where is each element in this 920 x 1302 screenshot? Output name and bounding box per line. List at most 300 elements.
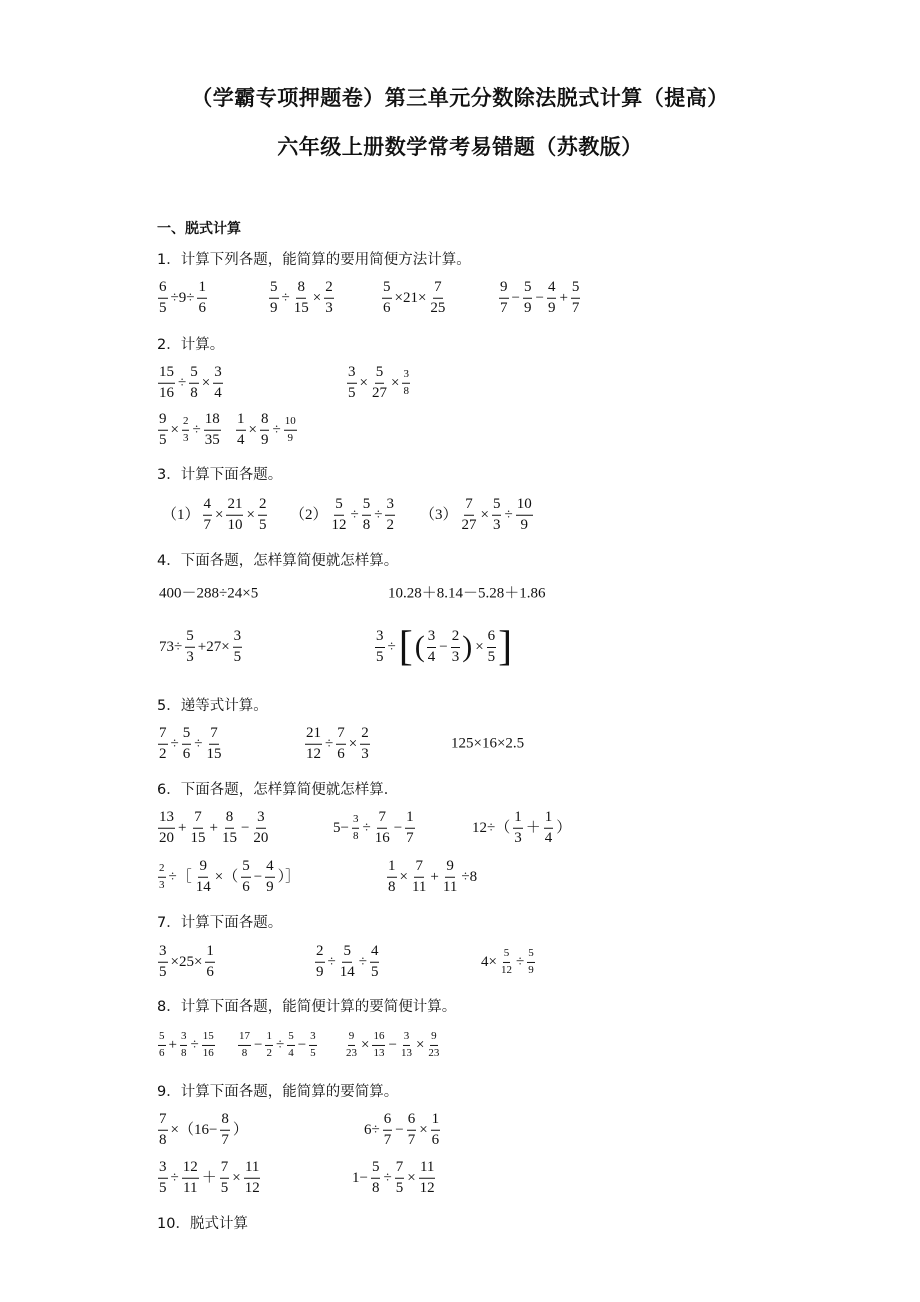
- expression-q7: [157, 944, 216, 981]
- expression-q6: [470, 810, 573, 847]
- question-8-label: 8．计算下面各题，能简便计算的要简便计算。: [157, 999, 457, 1015]
- numerator: 5: [371, 1160, 381, 1179]
- operator-text: ＋: [201, 1169, 217, 1186]
- operator-text: ×: [480, 506, 489, 523]
- numerator: 7: [209, 726, 219, 745]
- operator-text: 400－288÷24×5: [159, 585, 259, 602]
- numerator: 5: [182, 726, 192, 745]
- numerator: 11: [244, 1160, 260, 1179]
- denominator: 12: [419, 1179, 435, 1196]
- fraction: [461, 497, 478, 534]
- numerator: 5: [189, 365, 199, 384]
- section-heading: 一、脱式计算: [157, 221, 241, 237]
- expression-q3: [160, 497, 268, 534]
- fraction: [244, 1160, 261, 1197]
- fraction: [324, 280, 334, 317]
- numerator: 4: [370, 944, 380, 963]
- fraction: [265, 859, 275, 896]
- fraction: [226, 497, 243, 534]
- denominator: 5: [159, 299, 167, 316]
- denominator: 8: [241, 1046, 248, 1059]
- fraction: [220, 1160, 230, 1197]
- fraction: [516, 497, 533, 534]
- fraction: [331, 497, 348, 534]
- numerator: 3: [256, 810, 266, 829]
- expression-q4: [157, 629, 243, 666]
- expression-q3: [288, 497, 396, 534]
- fraction: [158, 365, 175, 402]
- numerator: 3: [427, 629, 437, 648]
- numerator: 3: [403, 1031, 411, 1046]
- operator-text: ÷: [178, 374, 187, 391]
- fraction: [260, 412, 270, 449]
- numerator: 1: [431, 1112, 441, 1131]
- operator-text: ×: [170, 421, 179, 438]
- numerator: 2: [451, 629, 461, 648]
- numerator: 3: [233, 629, 243, 648]
- denominator: 15: [206, 745, 222, 762]
- expression-q2: [346, 365, 411, 402]
- operator-text: −: [388, 1036, 397, 1053]
- denominator: 6: [337, 745, 345, 762]
- denominator: 5: [159, 963, 167, 980]
- denominator: 15: [293, 299, 309, 316]
- denominator: 12: [244, 1179, 260, 1196]
- fraction: [158, 863, 166, 891]
- fraction: [182, 726, 192, 763]
- denominator: 11: [183, 1179, 198, 1196]
- expression-q8: [344, 1031, 441, 1059]
- denominator: 7: [500, 299, 508, 316]
- denominator: 8: [371, 1179, 380, 1196]
- numerator: 11: [419, 1160, 435, 1179]
- numerator: 18: [204, 412, 221, 431]
- numerator: 5: [269, 280, 279, 299]
- denominator: 3: [325, 299, 333, 316]
- denominator: 25: [430, 299, 446, 316]
- denominator: 8: [159, 1131, 167, 1148]
- denominator: 20: [253, 829, 269, 846]
- fraction: [370, 944, 380, 981]
- numerator: 9: [445, 859, 455, 878]
- denominator: 2: [386, 516, 394, 533]
- fraction: [451, 629, 461, 666]
- denominator: 5: [159, 1179, 167, 1196]
- fraction: [252, 810, 269, 847]
- page-title-line-1: （学霸专项押题卷）第三单元分数除法脱式计算（提高）: [191, 86, 729, 110]
- expression-q1: [381, 280, 447, 317]
- operator-text: −: [395, 1121, 404, 1138]
- denominator: 6: [182, 745, 191, 762]
- numerator: 9: [499, 280, 509, 299]
- operator-text: ÷: [362, 819, 371, 836]
- denominator: 4: [427, 648, 436, 665]
- fraction: [513, 810, 523, 847]
- operator-text: ÷: [170, 1169, 179, 1186]
- fraction: [180, 1031, 188, 1059]
- operator-text: +: [209, 819, 218, 836]
- operator-text: −: [439, 638, 448, 655]
- operator-text: ×（: [214, 868, 239, 885]
- numerator: 2: [158, 863, 166, 878]
- numerator: 5: [523, 280, 533, 299]
- numerator: 7: [220, 1160, 230, 1179]
- operator-text: ×: [475, 638, 484, 655]
- denominator: 4: [214, 384, 222, 401]
- denominator: 8: [403, 384, 409, 397]
- operator-text: ×: [419, 1121, 428, 1138]
- numerator: 8: [296, 280, 306, 299]
- operator-text: ÷: [170, 735, 179, 752]
- numerator: 5: [527, 948, 535, 963]
- fraction: [197, 280, 207, 317]
- numerator: 3: [158, 1160, 168, 1179]
- numerator: 5: [375, 365, 385, 384]
- denominator: 5: [258, 516, 267, 533]
- operator-text: ÷: [358, 953, 367, 970]
- fraction: [400, 1031, 413, 1059]
- numerator: 5: [241, 859, 251, 878]
- denominator: 16: [159, 384, 174, 401]
- fraction: [258, 497, 268, 534]
- fraction: [158, 810, 175, 847]
- numerator: 9: [198, 859, 208, 878]
- expression-q8: [237, 1031, 318, 1059]
- numerator: 13: [158, 810, 175, 829]
- operator-text: ×: [232, 1169, 241, 1186]
- numerator: 6: [487, 629, 497, 648]
- operator-text: −: [393, 819, 403, 836]
- operator-text: ÷: [272, 421, 281, 438]
- operator-text: ÷9÷: [170, 289, 195, 306]
- fraction: [382, 280, 392, 317]
- numerator: 9: [430, 1031, 438, 1046]
- numerator: 5: [503, 948, 511, 963]
- fraction: [427, 629, 437, 666]
- numerator: 3: [309, 1031, 317, 1046]
- operator-text: −: [253, 868, 263, 885]
- fraction: [182, 1160, 199, 1197]
- numerator: 17: [238, 1031, 251, 1046]
- fraction: [385, 497, 395, 534]
- denominator: 23: [428, 1046, 440, 1059]
- denominator: 35: [204, 431, 220, 448]
- fraction: [411, 859, 427, 896]
- question-6-label: 6．下面各题，怎样算简便就怎样算．: [157, 782, 399, 798]
- fraction: [189, 365, 199, 402]
- fraction: [527, 948, 535, 976]
- numerator: 3: [213, 365, 223, 384]
- numerator: 7: [377, 810, 387, 829]
- operator-text: ÷: [515, 953, 525, 970]
- operator-text: ×: [407, 1169, 416, 1186]
- denominator: 6: [431, 1131, 440, 1148]
- operator-text: ×: [361, 1036, 370, 1053]
- numerator: 8: [225, 810, 235, 829]
- operator-text: ÷: [194, 735, 203, 752]
- denominator: 5: [310, 1046, 316, 1059]
- operator-text: ×: [348, 735, 358, 752]
- expression-q2: [157, 412, 222, 449]
- operator-text: ×（16−: [170, 1121, 218, 1138]
- denominator: 3: [361, 745, 369, 762]
- denominator: 16: [202, 1046, 214, 1059]
- numerator: 7: [158, 1112, 168, 1131]
- expression-q6: [157, 810, 270, 847]
- fraction: [205, 726, 222, 763]
- fraction: [442, 859, 458, 896]
- numerator: 1: [236, 412, 246, 431]
- numerator: 5: [342, 944, 352, 963]
- fraction: [431, 1112, 441, 1149]
- denominator: 7: [407, 1131, 416, 1148]
- bracket: [: [398, 624, 413, 670]
- fraction: [339, 944, 356, 981]
- operator-text: ×: [359, 374, 368, 391]
- fraction: [182, 416, 190, 444]
- question-1-label: 1．计算下列各题，能简算的要用简便方法计算。: [157, 252, 471, 268]
- denominator: 5: [159, 431, 167, 448]
- operator-text: ＋: [525, 819, 541, 836]
- operator-text: 73÷: [159, 638, 183, 655]
- fraction: [375, 629, 385, 666]
- denominator: 9: [316, 963, 324, 980]
- numerator: 5: [158, 1031, 166, 1046]
- numerator: 2: [324, 280, 334, 299]
- fraction: [500, 948, 513, 976]
- numerator: 9: [158, 412, 168, 431]
- denominator: 2: [266, 1046, 272, 1059]
- denominator: 5: [348, 384, 356, 401]
- denominator: 7: [406, 829, 414, 846]
- fraction: [287, 1031, 295, 1059]
- fraction: [345, 1031, 358, 1059]
- expression-q5: [157, 726, 223, 763]
- denominator: 8: [388, 878, 396, 895]
- operator-text: ÷: [374, 506, 383, 523]
- denominator: 13: [400, 1046, 412, 1059]
- operator-text: +: [430, 868, 439, 885]
- denominator: 13: [373, 1046, 385, 1059]
- numerator: 7: [395, 1160, 405, 1179]
- numerator: 5: [334, 497, 344, 516]
- numerator: 3: [347, 365, 357, 384]
- operator-text: ×25×: [170, 953, 203, 970]
- fraction: [158, 726, 168, 763]
- expression-q9: [362, 1112, 441, 1149]
- denominator: 12: [331, 516, 347, 533]
- numerator: 10: [284, 416, 297, 431]
- fraction: [158, 412, 168, 449]
- operator-text: −: [535, 289, 544, 306]
- expression-q2: [157, 365, 224, 402]
- operator-text: ÷: [190, 1036, 199, 1053]
- numerator: 6: [158, 280, 168, 299]
- question-7-label: 7．计算下面各题。: [157, 915, 283, 931]
- denominator: 7: [571, 299, 580, 316]
- operator-text: −: [511, 289, 520, 306]
- question-5-label: 5．递等式计算。: [157, 698, 268, 714]
- numerator: 5: [382, 280, 392, 299]
- numerator: 3: [158, 944, 168, 963]
- numerator: 9: [348, 1031, 356, 1046]
- fraction: [158, 944, 168, 981]
- numerator: 3: [385, 497, 395, 516]
- fraction: [407, 1112, 417, 1149]
- fraction: [205, 944, 215, 981]
- numerator: 1: [387, 859, 397, 878]
- denominator: 7: [383, 1131, 392, 1148]
- fraction: [189, 810, 206, 847]
- expression-q4: [386, 587, 548, 602]
- operator-text: 125×16×2.5: [451, 735, 525, 752]
- denominator: 2: [159, 745, 167, 762]
- denominator: 11: [411, 878, 427, 895]
- numerator: 1: [544, 810, 554, 829]
- expression-q7: [479, 948, 536, 976]
- operator-text: 1−: [352, 1169, 368, 1186]
- question-3-label: 3．计算下面各题。: [157, 467, 283, 483]
- operator-text: ）: [232, 1121, 248, 1138]
- numerator: 4: [547, 280, 557, 299]
- operator-text: ×: [248, 421, 257, 438]
- numerator: 1: [405, 810, 415, 829]
- fraction: [544, 810, 554, 847]
- numerator: 7: [464, 497, 474, 516]
- operator-text: 6÷: [364, 1121, 380, 1138]
- fraction: [336, 726, 346, 763]
- expression-q5: [449, 737, 526, 752]
- bracket: ]: [498, 624, 513, 670]
- operator-text: ×: [201, 374, 211, 391]
- denominator: 9: [260, 431, 269, 448]
- fraction: [221, 810, 238, 847]
- denominator: 6: [206, 963, 214, 980]
- fraction: [429, 280, 446, 317]
- denominator: 4: [237, 431, 245, 448]
- expression-q9: [157, 1112, 250, 1149]
- numerator: 1: [513, 810, 523, 829]
- numerator: 6: [407, 1112, 417, 1131]
- fraction: [158, 1160, 168, 1197]
- numerator: 2: [360, 726, 370, 745]
- operator-text: ÷［: [168, 868, 192, 885]
- fraction: [315, 944, 325, 981]
- parenthesis: (: [414, 630, 425, 663]
- denominator: 9: [520, 516, 528, 533]
- operator-text: ×: [399, 868, 408, 885]
- denominator: 9: [287, 431, 293, 444]
- operator-text: ）］: [277, 868, 301, 885]
- fraction: [305, 726, 322, 763]
- operator-text: ÷: [327, 953, 336, 970]
- numerator: 21: [305, 726, 322, 745]
- denominator: 27: [371, 384, 387, 401]
- operator-text: ×: [215, 506, 224, 523]
- numerator: 3: [180, 1031, 188, 1046]
- numerator: 15: [158, 365, 175, 384]
- operator-text: ×: [415, 1036, 425, 1053]
- denominator: 4: [544, 829, 553, 846]
- operator-text: +: [178, 819, 187, 836]
- denominator: 11: [442, 878, 458, 895]
- numerator: 16: [372, 1031, 385, 1046]
- denominator: 3: [182, 431, 189, 444]
- numerator: 5: [362, 497, 372, 516]
- expression-q1: [268, 280, 335, 317]
- denominator: 5: [233, 648, 242, 665]
- fraction: [492, 497, 502, 534]
- fraction: [195, 859, 212, 896]
- operator-text: 10.28＋8.14－5.28＋1.86: [388, 585, 546, 602]
- denominator: 6: [242, 878, 250, 895]
- denominator: 3: [451, 648, 460, 665]
- denominator: 8: [180, 1046, 187, 1059]
- fraction: [284, 416, 297, 444]
- denominator: 14: [339, 963, 355, 980]
- fraction: [158, 1031, 166, 1059]
- operator-text: （2）: [290, 506, 328, 523]
- denominator: 9: [523, 299, 532, 316]
- operator-text: −: [254, 1036, 263, 1053]
- fraction: [220, 1112, 230, 1149]
- expression-q3: [418, 497, 534, 534]
- numerator: 4: [265, 859, 275, 878]
- numerator: 1: [197, 280, 207, 299]
- numerator: 2: [258, 497, 268, 516]
- fraction: [233, 629, 243, 666]
- fraction: [204, 412, 221, 449]
- fraction: [203, 497, 213, 534]
- operator-text: 4×: [481, 953, 497, 970]
- operator-text: +27×: [197, 638, 230, 655]
- denominator: 7: [221, 1131, 229, 1148]
- fraction: [387, 859, 397, 896]
- denominator: 3: [492, 516, 501, 533]
- expression-q1: [498, 280, 581, 317]
- denominator: 6: [159, 1046, 165, 1059]
- denominator: 9: [547, 299, 556, 316]
- denominator: 8: [362, 516, 371, 533]
- fraction: [236, 412, 246, 449]
- fraction: [269, 280, 279, 317]
- operator-text: ÷8: [461, 868, 478, 885]
- fraction: [158, 280, 168, 317]
- fraction: [427, 1031, 440, 1059]
- expression-q5: [304, 726, 371, 763]
- expression-q4: [374, 626, 513, 668]
- denominator: 9: [266, 878, 274, 895]
- expression-q1: [157, 280, 208, 317]
- numerator: 4: [203, 497, 213, 516]
- numerator: 7: [433, 280, 443, 299]
- operator-text: （1）: [162, 506, 200, 523]
- fraction: [372, 1031, 385, 1059]
- denominator: 3: [159, 878, 165, 891]
- denominator: 3: [514, 829, 522, 846]
- fraction: [185, 629, 195, 666]
- expression-q7: [314, 944, 380, 981]
- numerator: 5: [185, 629, 195, 648]
- numerator: 6: [383, 1112, 393, 1131]
- fraction: [374, 810, 391, 847]
- expression-q2: [235, 412, 298, 449]
- denominator: 12: [500, 963, 512, 976]
- denominator: 20: [159, 829, 174, 846]
- operator-text: ÷: [387, 638, 396, 655]
- fraction: [395, 1160, 405, 1197]
- fraction: [571, 280, 581, 317]
